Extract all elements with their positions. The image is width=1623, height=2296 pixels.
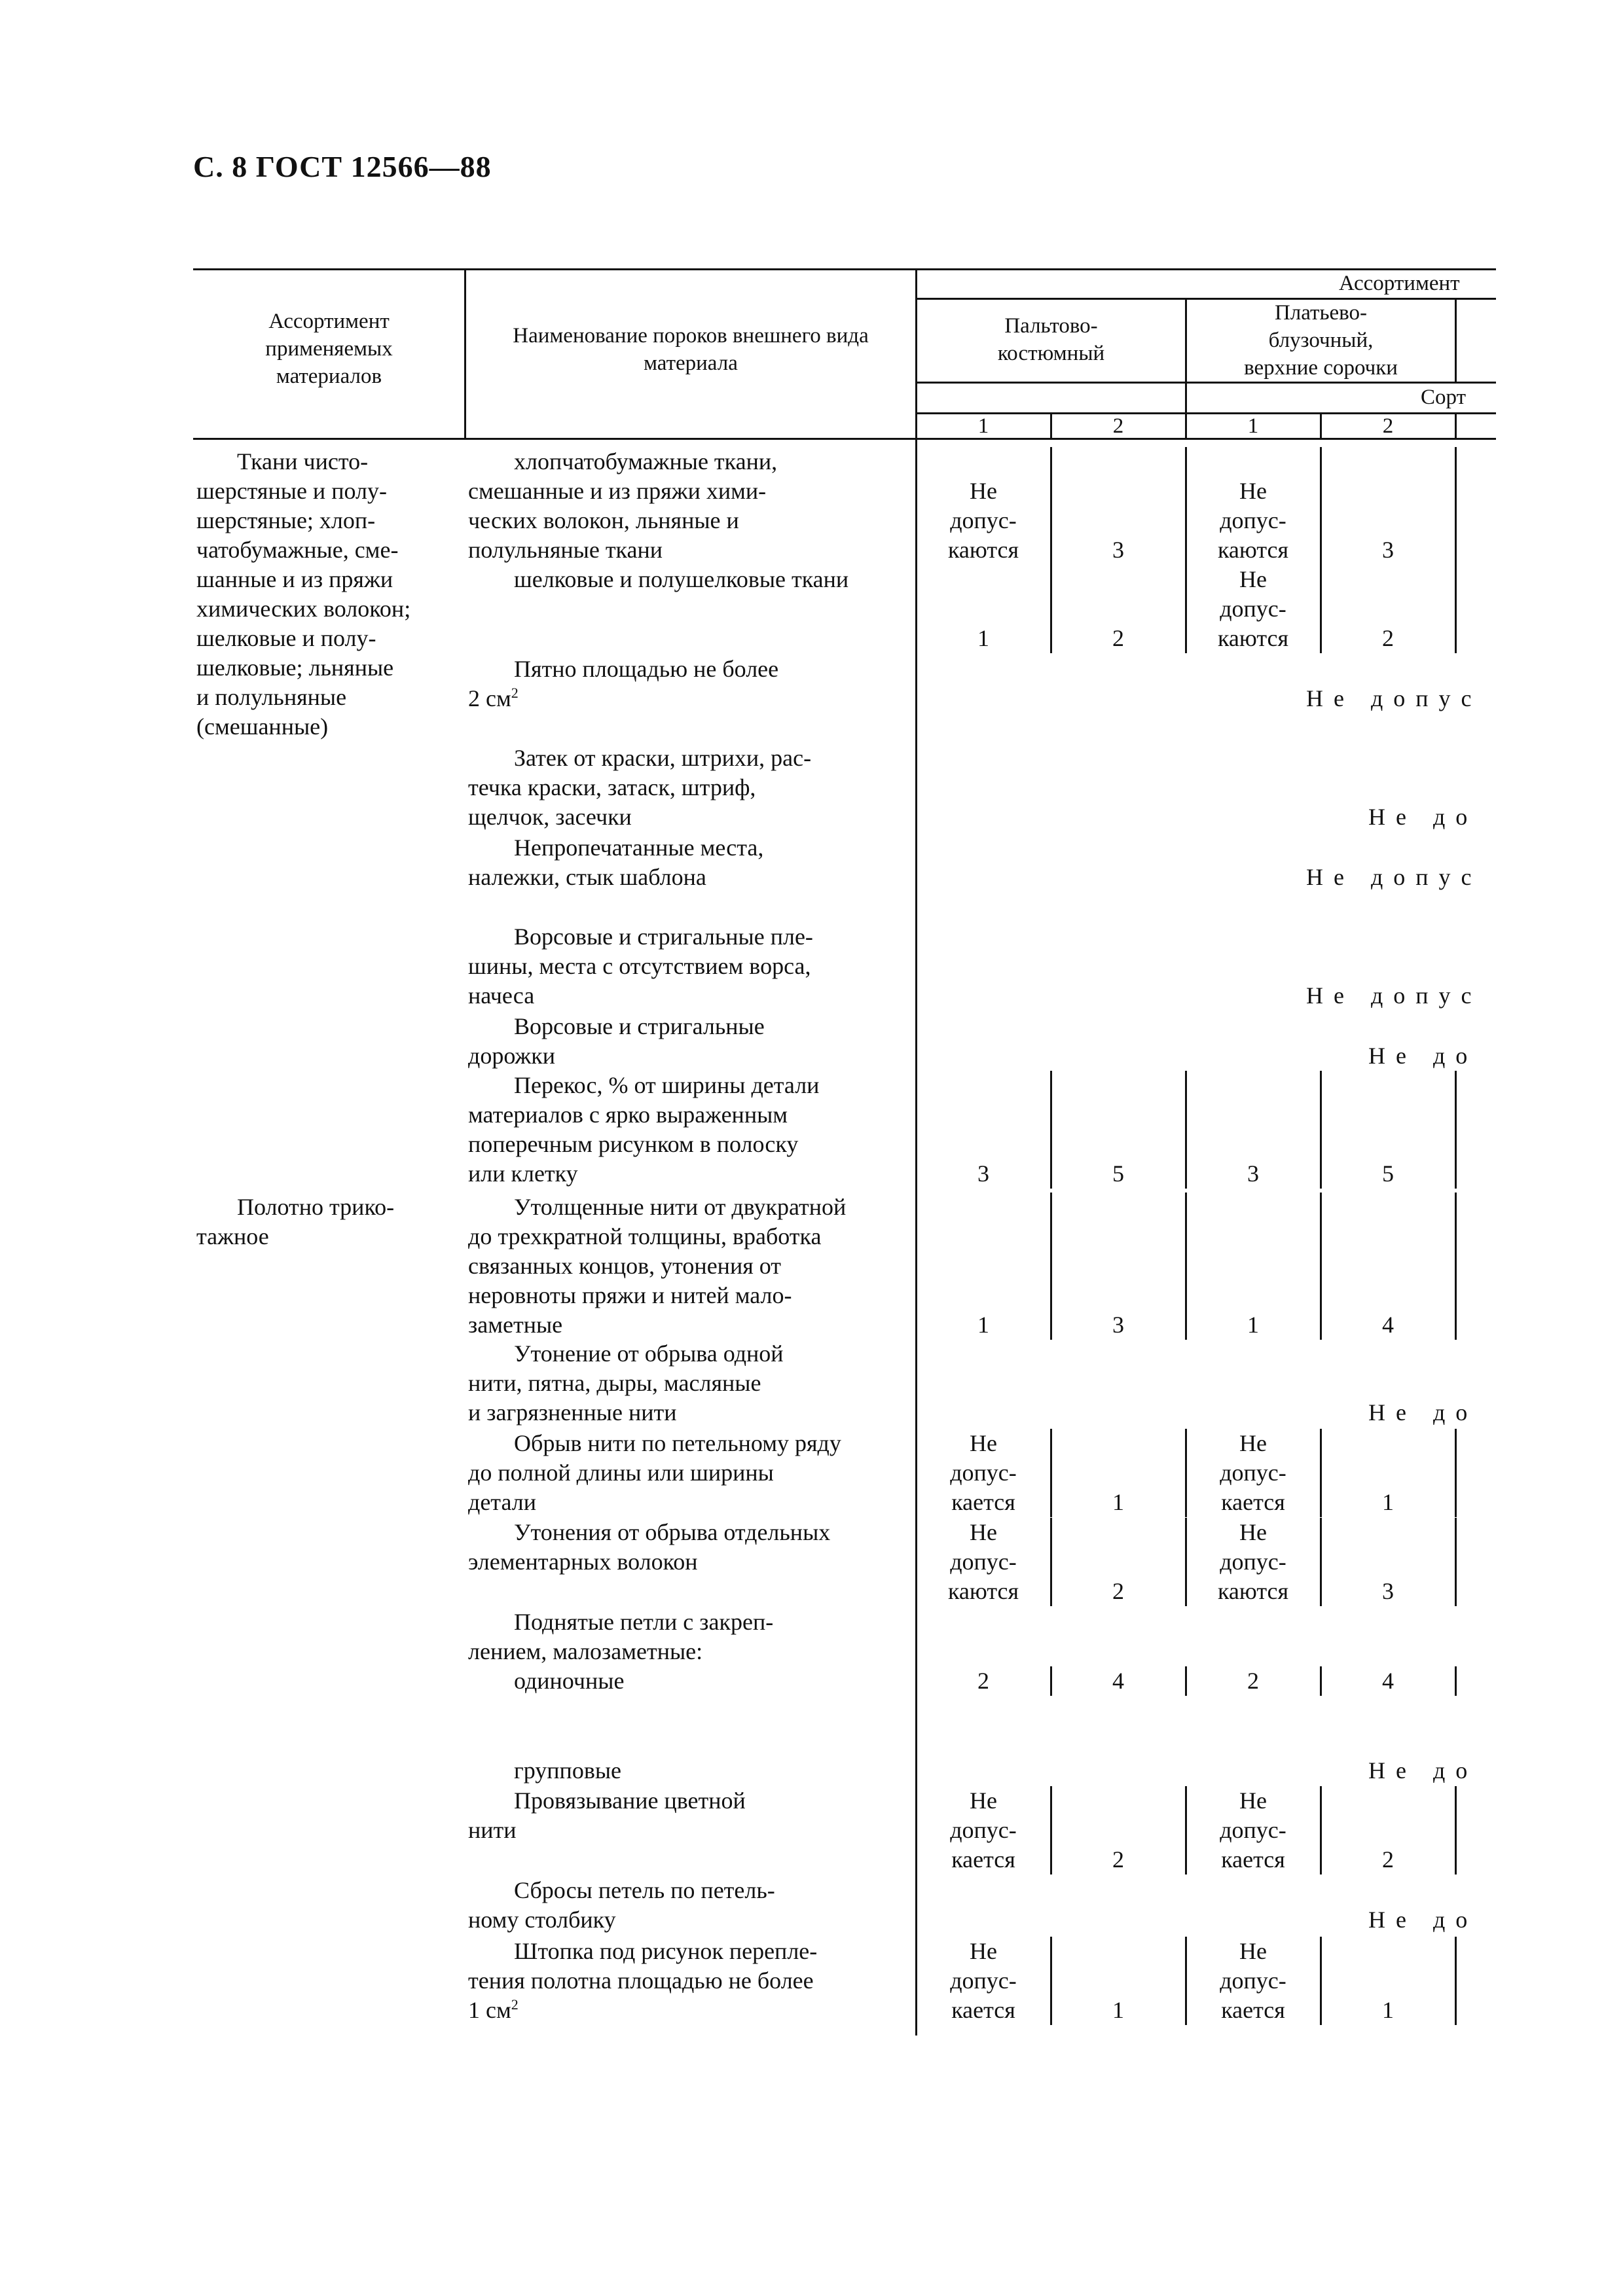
grade-cell: Не допус- кается	[950, 1430, 1017, 1515]
group-coat-header: Пальтово- костюмный	[997, 314, 1105, 365]
grade-cell: 3	[1112, 1312, 1124, 1338]
cell-divider	[1185, 1786, 1187, 1874]
defect-name: Перекос, % от ширины детали материалов с ярко выраженным поперечным рисунком в полоску или клетку	[468, 1072, 820, 1187]
grade-3: 1	[1247, 414, 1259, 438]
cell-divider	[1050, 1666, 1052, 1696]
grade-cell: 5	[1382, 1160, 1394, 1187]
grade-cell: Не допус- каются	[1217, 1519, 1289, 1604]
defect-name: Непропечатанные места, належки, стык шаблона	[468, 834, 764, 890]
defect-name: Утолщенные нити от двукратной до трехкратной толщины, вработка связанных концов, утонения от неровноты пряжи и нитей мало- заметные	[468, 1194, 847, 1338]
defect-name: шелковые и полушелковые ткани	[514, 566, 849, 592]
cell-divider	[1185, 1518, 1187, 1606]
materials-col-header: Ассортимент применяемых материалов	[265, 310, 393, 388]
cell-divider	[1185, 1429, 1187, 1517]
cell-divider	[1320, 1071, 1322, 1189]
cell-divider	[1455, 447, 1457, 565]
grade-cell: 1	[1112, 1489, 1124, 1515]
not-allowed-note: Не до	[1368, 1757, 1478, 1784]
not-allowed-note: Не допус	[1306, 864, 1482, 890]
col-divider-materials	[464, 268, 466, 440]
cell-divider	[1320, 1429, 1322, 1517]
col-divider-groups	[1185, 298, 1187, 440]
col-divider-right	[1455, 298, 1457, 383]
defect-name: Штопка под рисунок перепле- тения полотна площадью не более 1 $см^2$	[468, 1938, 818, 2023]
not-allowed-note: Не до	[1368, 1043, 1478, 1069]
group-dress-header: Платьево- блузочный, верхние сорочки	[1244, 301, 1398, 380]
cell-divider	[1050, 1193, 1052, 1340]
cell-divider	[1455, 1937, 1457, 2025]
defect-name: Сбросы петель по петель- ному столбику	[468, 1877, 775, 1933]
defect-name: Поднятые петли с закреп- лением, малозаметные:	[468, 1609, 774, 1664]
grade-cell: 2	[1112, 1846, 1124, 1873]
not-allowed-note: Не допус	[1306, 982, 1482, 1009]
cell-divider	[1455, 1429, 1457, 1517]
cell-divider	[1050, 447, 1052, 565]
grade-label: Сорт	[1421, 386, 1466, 409]
cell-divider	[1320, 447, 1322, 565]
defect-name: групповые	[514, 1757, 621, 1784]
materials-woven: Ткани чисто- шерстяные и полу- шерстяные; хлоп- чатобумажные, сме- шанные и из пряжи химических волокон; шелковые и полу- шелковые; льняные и полульняные (смешанные)	[196, 448, 411, 740]
cell-divider	[1050, 1429, 1052, 1517]
cell-divider	[1050, 1786, 1052, 1874]
grade-cell: Не допус- каются	[947, 1519, 1019, 1604]
group-rule	[917, 382, 1496, 384]
grade-cell: 1	[1382, 1489, 1394, 1515]
grade-1: 1	[977, 414, 989, 438]
defect-name: Утонение от обрыва одной нити, пятна, дыры, масляные и загрязненные нити	[468, 1340, 784, 1426]
grade-cell: Не допус- кается	[1220, 1430, 1286, 1515]
grade-cell: 1	[977, 1312, 989, 1338]
grade-cell: Не допус- каются	[1217, 478, 1289, 563]
grade-cell: 1	[1382, 1997, 1394, 2023]
cell-divider	[1185, 1071, 1187, 1189]
grade-cell: Не допус- каются	[1217, 566, 1289, 651]
cell-divider	[1455, 1786, 1457, 1874]
grade-cell: 3	[1247, 1160, 1259, 1187]
defect-name: Затек от краски, штрихи, рас- течка краски, затаск, штриф, щелчок, засечки	[468, 745, 812, 830]
grade-2: 2	[1112, 414, 1124, 438]
cell-divider	[1455, 1666, 1457, 1696]
cell-divider	[1050, 1071, 1052, 1189]
grade-cell: 3	[1382, 537, 1394, 563]
table-top-rule	[193, 268, 1496, 270]
defect-name: Ворсовые и стригальные пле- шины, места с отсутствием ворса, начеса	[468, 924, 813, 1009]
assortment-label: Ассортимент	[1339, 272, 1460, 295]
grade-cell: 2	[1112, 625, 1124, 651]
defect-name: Утонения от обрыва отдельных элементарных волокон	[468, 1519, 831, 1575]
grade-cell: 1	[1112, 1997, 1124, 2023]
col-divider-g1	[1050, 412, 1052, 440]
cell-divider	[1185, 1937, 1187, 2025]
grade-4: 2	[1382, 414, 1394, 438]
grade-cell: 1	[1247, 1312, 1259, 1338]
defect-name: хлопчатобумажные ткани, смешанные и из пряжи хими- ческих волокон, льняные и полульняные ткани	[468, 448, 778, 563]
cell-divider	[1320, 1518, 1322, 1606]
cell-divider	[1185, 565, 1187, 653]
grade-cell: 4	[1112, 1668, 1124, 1694]
grade-cell: 2	[1247, 1668, 1259, 1694]
grade-cell: Не допус- каются	[947, 478, 1019, 563]
not-allowed-note: Не до	[1368, 1399, 1478, 1426]
defect-name: одиночные	[514, 1668, 625, 1694]
not-allowed-note: Не допус	[1306, 685, 1482, 711]
cell-divider	[1185, 1193, 1187, 1340]
grade-cell: 4	[1382, 1668, 1394, 1694]
defect-name: Обрыв нити по петельному ряду до полной длины или ширины детали	[468, 1430, 841, 1515]
grade-cell: 4	[1382, 1312, 1394, 1338]
not-allowed-note: Не до	[1368, 1907, 1478, 1933]
defects-col-header: Наименование пороков внешнего вида материала	[513, 324, 869, 375]
grade-cell: 2	[1382, 1846, 1394, 1873]
grade-cell: Не допус- кается	[1220, 1787, 1286, 1873]
cell-divider	[1455, 1193, 1457, 1340]
cell-divider	[1320, 1786, 1322, 1874]
cell-divider	[1455, 565, 1457, 653]
cell-divider	[1455, 1071, 1457, 1189]
grade-cell: Не допус- кается	[950, 1787, 1017, 1873]
cell-divider	[1320, 1937, 1322, 2025]
cell-divider	[1320, 565, 1322, 653]
col-divider-defects	[915, 268, 917, 2036]
grade-cell: Не допус- кается	[1220, 1938, 1286, 2023]
page-header: С. 8 ГОСТ 12566—88	[193, 150, 492, 183]
cell-divider	[1050, 1518, 1052, 1606]
cell-divider	[1185, 1666, 1187, 1696]
cell-divider	[1050, 1937, 1052, 2025]
grade-cell: 1	[977, 625, 989, 651]
defect-name: Ворсовые и стригальные дорожки	[468, 1013, 765, 1069]
grade-cell: 2	[977, 1668, 989, 1694]
grade-cell: Не допус- кается	[950, 1938, 1017, 2023]
defect-name: Провязывание цветной нити	[468, 1787, 746, 1843]
grade-cell: 2	[1382, 625, 1394, 651]
cell-divider	[1455, 1518, 1457, 1606]
cell-divider	[1185, 447, 1187, 565]
grade-cell: 3	[1112, 537, 1124, 563]
col-divider-g3	[1320, 412, 1322, 440]
defect-name: Пятно площадью не более 2 $см^2$	[468, 656, 779, 711]
col-divider-g4	[1455, 412, 1457, 440]
grade-cell: 2	[1112, 1578, 1124, 1604]
grade-cell: 5	[1112, 1160, 1124, 1187]
cell-divider	[1320, 1193, 1322, 1340]
cell-divider	[1050, 565, 1052, 653]
cell-divider	[1320, 1666, 1322, 1696]
grade-cell: 3	[1382, 1578, 1394, 1604]
not-allowed-note: Не до	[1368, 804, 1478, 830]
materials-knit: Полотно трико- тажное	[196, 1194, 395, 1249]
grade-cell: 3	[977, 1160, 989, 1187]
